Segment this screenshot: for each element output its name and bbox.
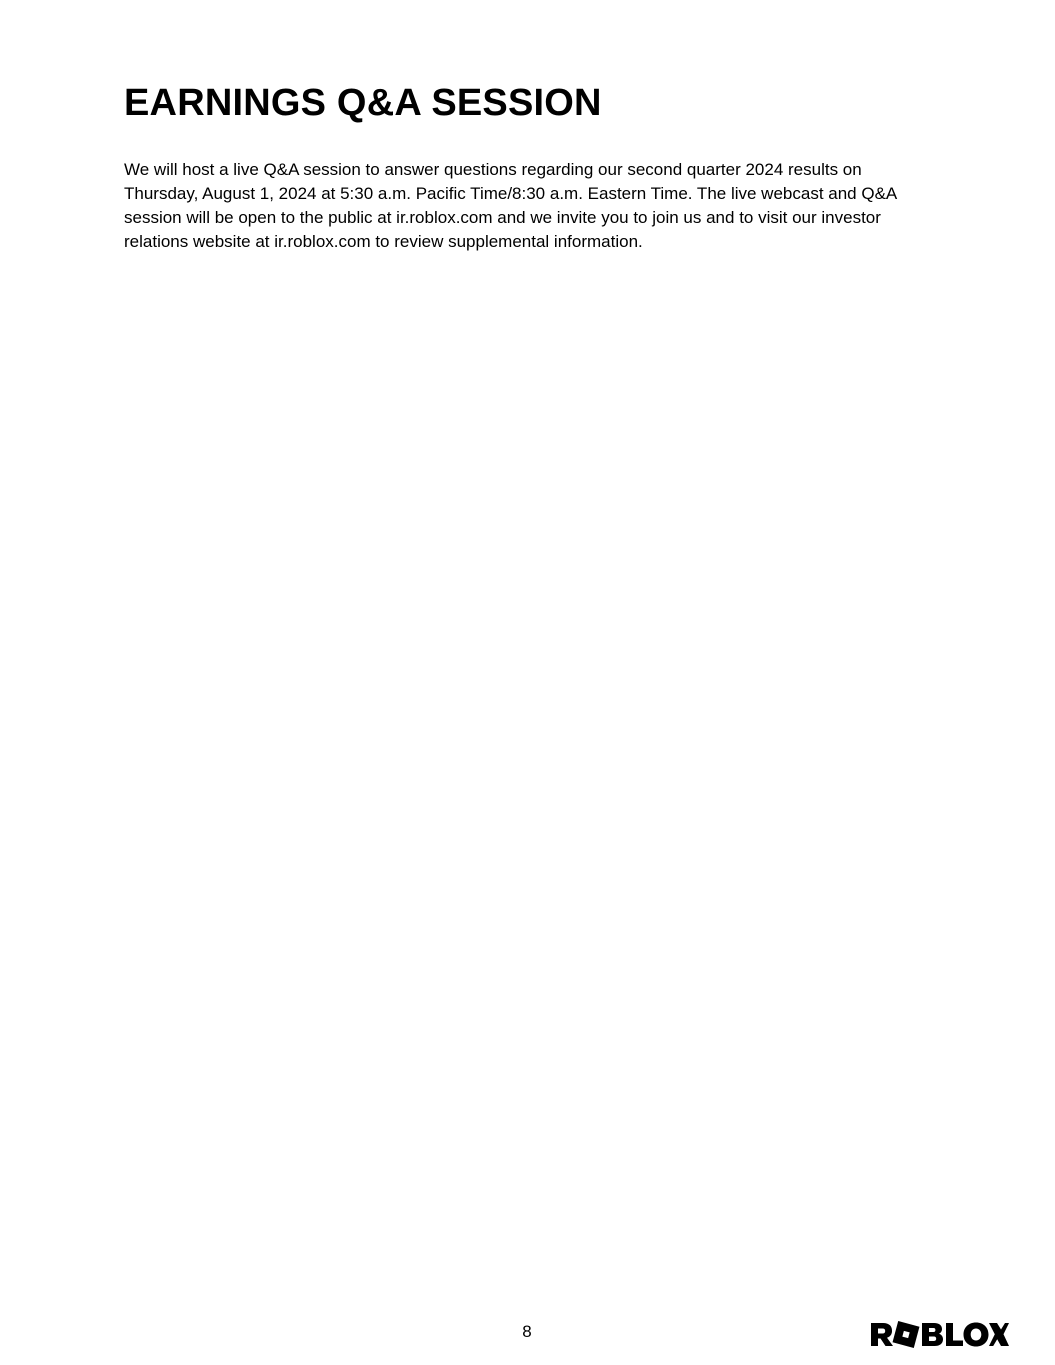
section-heading: EARNINGS Q&A SESSION	[124, 82, 602, 124]
page-number: 8	[522, 1322, 532, 1341]
roblox-logo-icon	[869, 1319, 1009, 1349]
section-body-text: We will host a live Q&A session to answer questions regarding our second quarter 2024 results on Thursday, August 1, 2024 at 5:30 a.m. Pacific Time/8:30 a.m. Eastern Time. The live webcast and Q&A session will be open to the public at ir.roblox.com and we invite you to join us and to visit our investor relations website at ir.roblox.com to review supplemental information.	[124, 160, 897, 251]
